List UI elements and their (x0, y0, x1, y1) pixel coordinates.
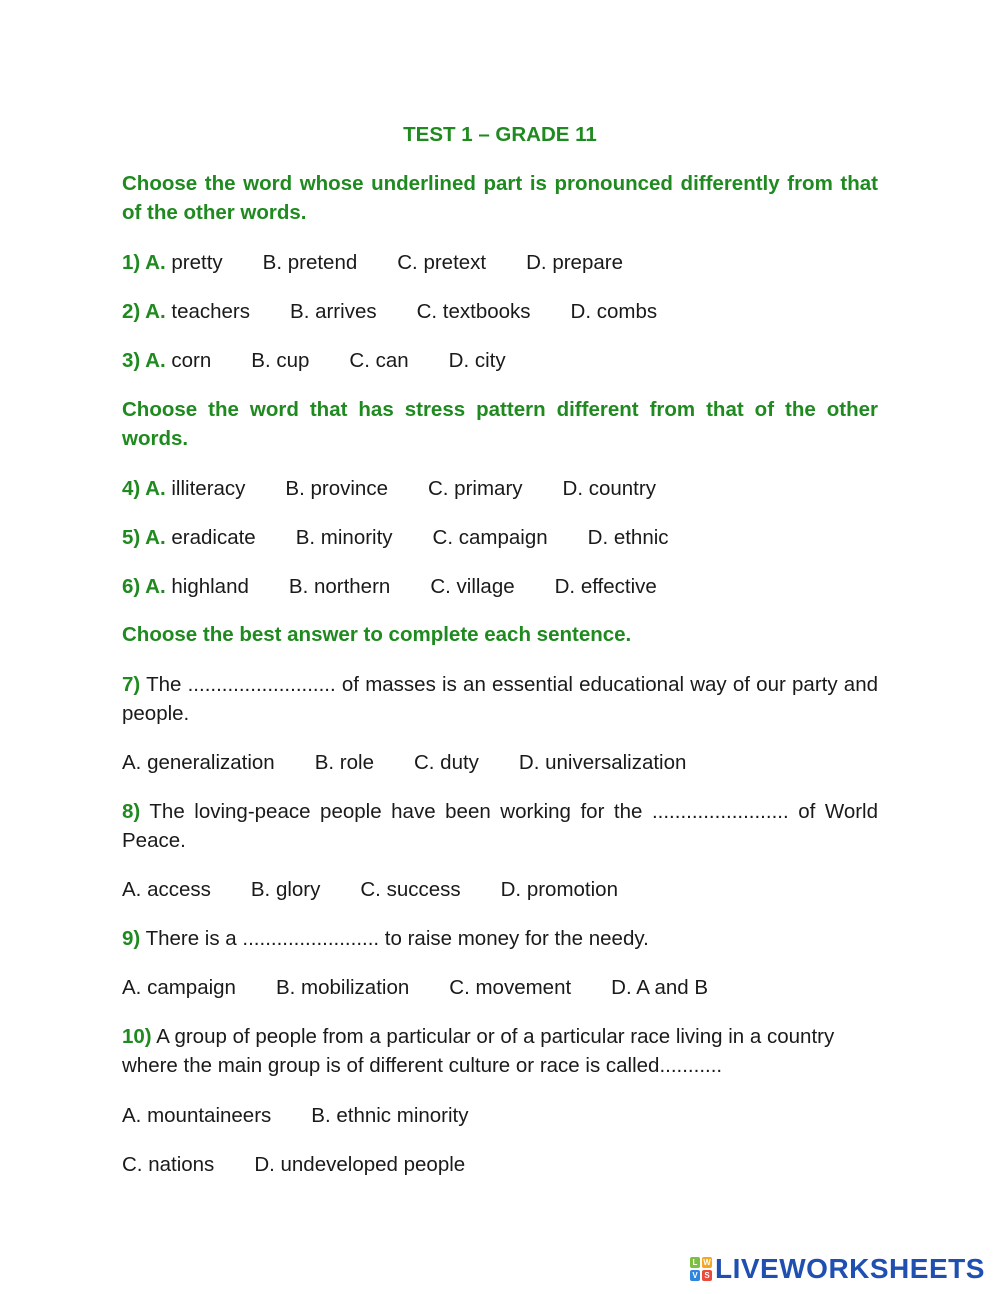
option-a[interactable]: A. mountaineers (122, 1104, 272, 1127)
question-number: 8) (122, 800, 141, 823)
option-a[interactable]: A. campaign (122, 976, 236, 999)
question-10-options-row-1 (122, 1101, 469, 1130)
option-b[interactable]: B. mobilization (275, 976, 410, 999)
option-a[interactable]: illiteracy (171, 477, 246, 500)
question-7 (122, 670, 878, 728)
section-instruction-sentence: Choose the best answer to complete each sentence. (122, 623, 632, 646)
question-6 (122, 572, 657, 601)
question-number: 1) A. (122, 251, 166, 274)
option-c[interactable]: C. village (430, 575, 515, 598)
option-a[interactable]: highland (171, 575, 249, 598)
option-d[interactable]: D. prepare (526, 251, 623, 274)
question-9 (122, 924, 649, 953)
option-b[interactable]: B. province (285, 477, 388, 500)
option-a[interactable]: eradicate (171, 526, 256, 549)
option-d[interactable]: D. combs (570, 300, 658, 323)
option-c[interactable]: C. campaign (432, 526, 548, 549)
option-a[interactable]: A. access (122, 878, 211, 901)
option-c[interactable]: C. success (360, 878, 461, 901)
question-4 (122, 474, 656, 503)
question-10 (122, 1022, 878, 1080)
option-a[interactable]: A. generalization (122, 751, 275, 774)
option-a[interactable]: corn (171, 349, 212, 372)
question-number: 7) (122, 673, 141, 696)
option-d[interactable]: D. promotion (500, 878, 618, 901)
option-c[interactable]: C. primary (427, 477, 523, 500)
question-1 (122, 248, 623, 277)
question-9-options (122, 973, 708, 1002)
option-c[interactable]: C. pretext (397, 251, 487, 274)
page-title: TEST 1 – GRADE 11 (403, 123, 597, 146)
option-c[interactable]: C. can (349, 349, 409, 372)
option-b[interactable]: B. glory (250, 878, 321, 901)
question-text: The .......................... of masses is an essential educational way of our party and people. (122, 673, 878, 725)
question-8-options (122, 875, 618, 904)
option-c[interactable]: C. nations (122, 1153, 215, 1176)
option-b[interactable]: B. northern (288, 575, 391, 598)
question-number: 3) A. (122, 349, 166, 372)
question-3 (122, 346, 506, 375)
option-d[interactable]: D. universalization (518, 751, 687, 774)
question-number: 9) (122, 927, 141, 950)
logo-icon-tile: V (690, 1270, 700, 1281)
question-10-options-row-2 (122, 1150, 465, 1179)
option-d[interactable]: D. effective (554, 575, 657, 598)
option-b[interactable]: B. role (314, 751, 374, 774)
option-c[interactable]: C. movement (449, 976, 572, 999)
question-2 (122, 297, 657, 326)
logo-icon-tile: S (702, 1270, 712, 1281)
question-text: The loving-peace people have been working for the ........................ of World Peace. (122, 800, 878, 852)
option-d[interactable]: D. city (448, 349, 506, 372)
option-b[interactable]: B. cup (251, 349, 310, 372)
question-text: There is a ........................ to raise money for the needy. (145, 927, 649, 950)
question-number: 6) A. (122, 575, 166, 598)
question-5 (122, 523, 669, 552)
question-number: 2) A. (122, 300, 166, 323)
logo-text: LIVEWORKSHEETS (715, 1253, 985, 1284)
question-number: 4) A. (122, 477, 166, 500)
option-d[interactable]: D. A and B (611, 976, 709, 999)
option-b[interactable]: B. pretend (262, 251, 358, 274)
logo-icon (690, 1257, 712, 1281)
option-d[interactable]: D. country (562, 477, 656, 500)
question-number: 5) A. (122, 526, 166, 549)
option-c[interactable]: C. duty (413, 751, 479, 774)
question-text: A group of people from a particular or of a particular race living in a country where the main group is of different culture or race is called........... (122, 1025, 835, 1077)
question-number: 10) (122, 1025, 152, 1048)
option-c[interactable]: C. textbooks (416, 300, 531, 323)
logo-icon-tile: W (703, 1258, 711, 1267)
section-instruction-stress: Choose the word that has stress pattern different from that of the other words. (122, 398, 878, 450)
logo-icon-tile: L (690, 1257, 700, 1268)
option-b[interactable]: B. ethnic minority (311, 1104, 469, 1127)
section-instruction-pronunciation: Choose the word whose underlined part is pronounced differently from that of the other words. (122, 172, 878, 224)
question-8 (122, 797, 878, 855)
option-a[interactable]: teachers (171, 300, 251, 323)
option-d[interactable]: D. ethnic (587, 526, 669, 549)
option-b[interactable]: B. arrives (290, 300, 377, 323)
option-a[interactable]: pretty (171, 251, 223, 274)
option-b[interactable]: B. minority (295, 526, 393, 549)
liveworksheets-logo (690, 1252, 985, 1286)
question-7-options (122, 748, 686, 777)
option-d[interactable]: D. undeveloped people (254, 1153, 466, 1176)
